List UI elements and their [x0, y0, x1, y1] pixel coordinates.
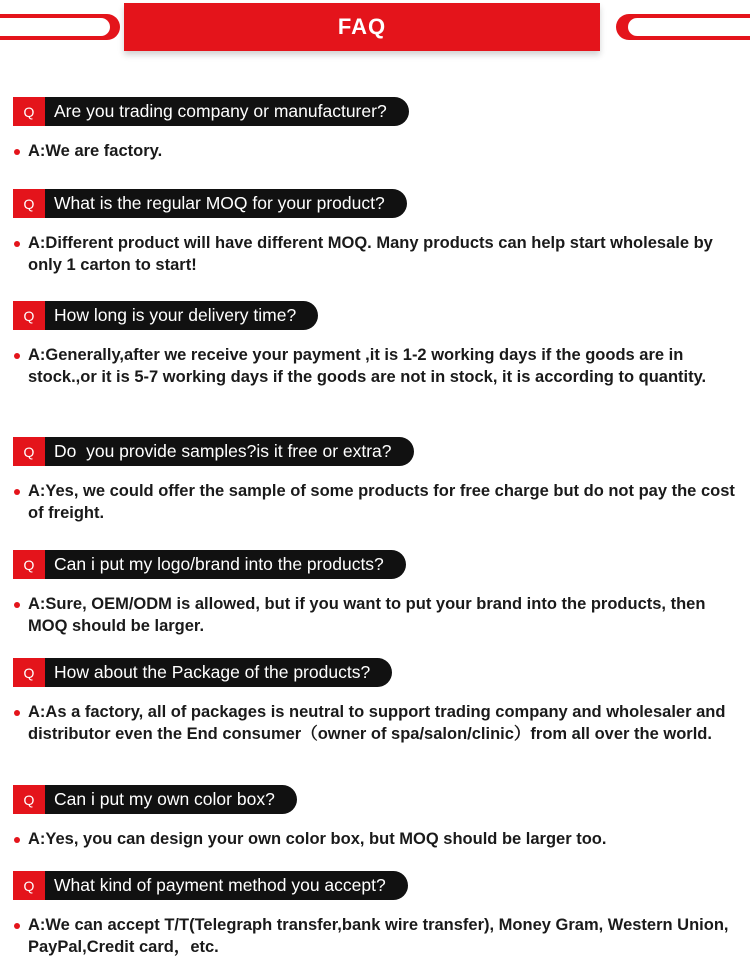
bullet-dot-icon — [14, 837, 20, 843]
bullet-dot-icon — [14, 710, 20, 716]
answer-text: A:Different product will have different MOQ. Many products can help start wholesale by only 1 carton to start! — [28, 234, 713, 274]
question-text: How long is your delivery time? — [54, 305, 297, 325]
question-text: How about the Package of the products? — [54, 662, 371, 682]
answer-text: A:Yes, we could offer the sample of some products for free charge but do not pay the cost of freight. — [28, 482, 735, 522]
page-title: FAQ — [337, 14, 387, 39]
answer-text: A:We are factory. — [28, 142, 163, 160]
bullet-dot-icon — [14, 241, 20, 247]
bullet-dot-icon — [14, 149, 20, 155]
answer-text: A:As a factory, all of packages is neutral to support trading company and wholesaler and distributor even the End consumer（owner of spa/salon/clinic）from all over the world. — [28, 703, 726, 743]
header-right-decoration — [616, 14, 750, 40]
q-marker-icon: Q — [13, 550, 45, 579]
q-marker-icon: Q — [13, 658, 45, 687]
question-pill — [13, 658, 392, 687]
header-left-decoration — [0, 14, 120, 40]
question-text: Can i put my own color box? — [54, 789, 275, 809]
answer-text: A:We can accept T/T(Telegraph transfer,bank wire transfer), Money Gram, Western Union, PayPal,Credit card，etc. — [28, 916, 729, 956]
question-text: Can i put my logo/brand into the products? — [54, 554, 384, 574]
answer-text: A:Yes, you can design your own color box, but MOQ should be larger too. — [28, 830, 607, 848]
question-pill — [13, 871, 408, 900]
question-pill — [13, 550, 406, 579]
q-marker-icon: Q — [13, 437, 45, 466]
question-text: Are you trading company or manufacturer? — [54, 101, 387, 121]
q-marker-icon: Q — [13, 785, 45, 814]
q-marker-icon: Q — [13, 871, 45, 900]
faq-header — [0, 0, 750, 60]
question-pill — [13, 97, 409, 126]
bullet-dot-icon — [14, 489, 20, 495]
faq-banner — [124, 3, 600, 51]
bullet-dot-icon — [14, 602, 20, 608]
q-marker-icon: Q — [13, 301, 45, 330]
question-pill — [13, 189, 407, 218]
question-text: What is the regular MOQ for your product? — [54, 193, 385, 213]
question-pill — [13, 437, 414, 466]
bullet-dot-icon — [14, 923, 20, 929]
q-marker-icon: Q — [13, 189, 45, 218]
question-text: Do you provide samples?is it free or extra? — [54, 441, 392, 461]
bullet-dot-icon — [14, 353, 20, 359]
q-marker-icon: Q — [13, 97, 45, 126]
question-pill — [13, 301, 318, 330]
answer-text: A:Sure, OEM/ODM is allowed, but if you want to put your brand into the products, then MOQ should be larger. — [28, 595, 706, 635]
question-pill — [13, 785, 297, 814]
answer-text: A:Generally,after we receive your payment ,it is 1-2 working days if the goods are in stock.,or it is 5-7 working days if the goods are not in stock, it is according to quantity. — [28, 346, 707, 386]
question-text: What kind of payment method you accept? — [54, 875, 386, 895]
